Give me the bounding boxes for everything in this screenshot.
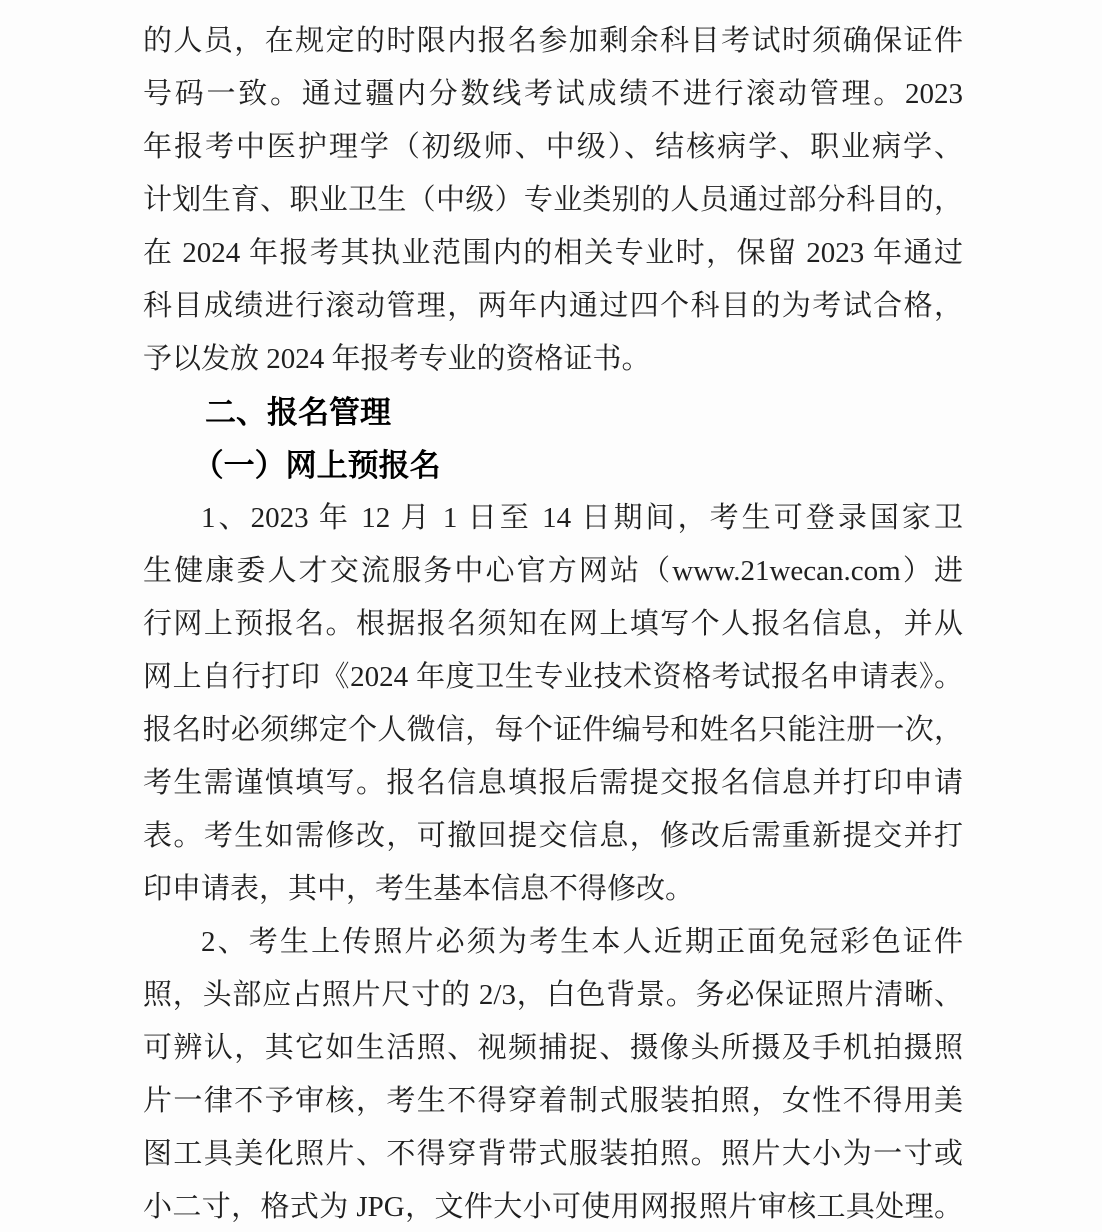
document-line: 表。考生如需修改，可撤回提交信息，修改后需重新提交并打: [143, 820, 963, 852]
document-line: 在 2024 年报考其执业范围内的相关专业时，保留 2023 年通过: [143, 237, 963, 269]
document-line: 2、考生上传照片必须为考生本人近期正面免冠彩色证件: [201, 926, 963, 958]
document-line: 的人员，在规定的时限内报名参加剩余科目考试时须确保证件: [143, 25, 963, 57]
document-line: 印申请表，其中，考生基本信息不得修改。: [143, 873, 695, 905]
document-line: 科目成绩进行滚动管理，两年内通过四个科目的为考试合格，: [143, 290, 963, 322]
document-line: 号码一致。通过疆内分数线考试成绩不进行滚动管理。2023: [143, 78, 963, 110]
document-line: 行网上预报名。根据报名须知在网上填写个人报名信息，并从: [143, 608, 963, 640]
document-line: 片一律不予审核，考生不得穿着制式服装拍照，女性不得用美: [143, 1085, 963, 1117]
document-line: 可辨认，其它如生活照、视频捕捉、摄像头所摄及手机拍摄照: [143, 1032, 963, 1064]
document-line: 小二寸，格式为 JPG，文件大小可使用网报照片审核工具处理。: [143, 1191, 963, 1223]
document-line: 生健康委人才交流服务中心官方网站（www.21wecan.com）进: [143, 555, 963, 587]
document-line: 计划生育、职业卫生（中级）专业类别的人员通过部分科目的，: [143, 184, 963, 216]
subsection-heading: （一）网上预报名: [192, 448, 441, 483]
section-heading: 二、报名管理: [205, 395, 391, 430]
document-line: 报名时必须绑定个人微信，每个证件编号和姓名只能注册一次，: [143, 714, 963, 746]
document-line: 年报考中医护理学（初级师、中级）、结核病学、职业病学、: [143, 131, 963, 163]
document-line: 予以发放 2024 年报考专业的资格证书。: [143, 343, 651, 375]
document-line: 网上自行打印《2024 年度卫生专业技术资格考试报名申请表》。: [143, 661, 963, 693]
document-line: 图工具美化照片、不得穿背带式服装拍照。照片大小为一寸或: [143, 1138, 963, 1170]
document-line: 照，头部应占照片尺寸的 2/3，白色背景。务必保证照片清晰、: [143, 979, 963, 1011]
document-line: 1、2023 年 12 月 1 日至 14 日期间，考生可登录国家卫: [201, 502, 963, 534]
document-line: 考生需谨慎填写。报名信息填报后需提交报名信息并打印申请: [143, 767, 963, 799]
